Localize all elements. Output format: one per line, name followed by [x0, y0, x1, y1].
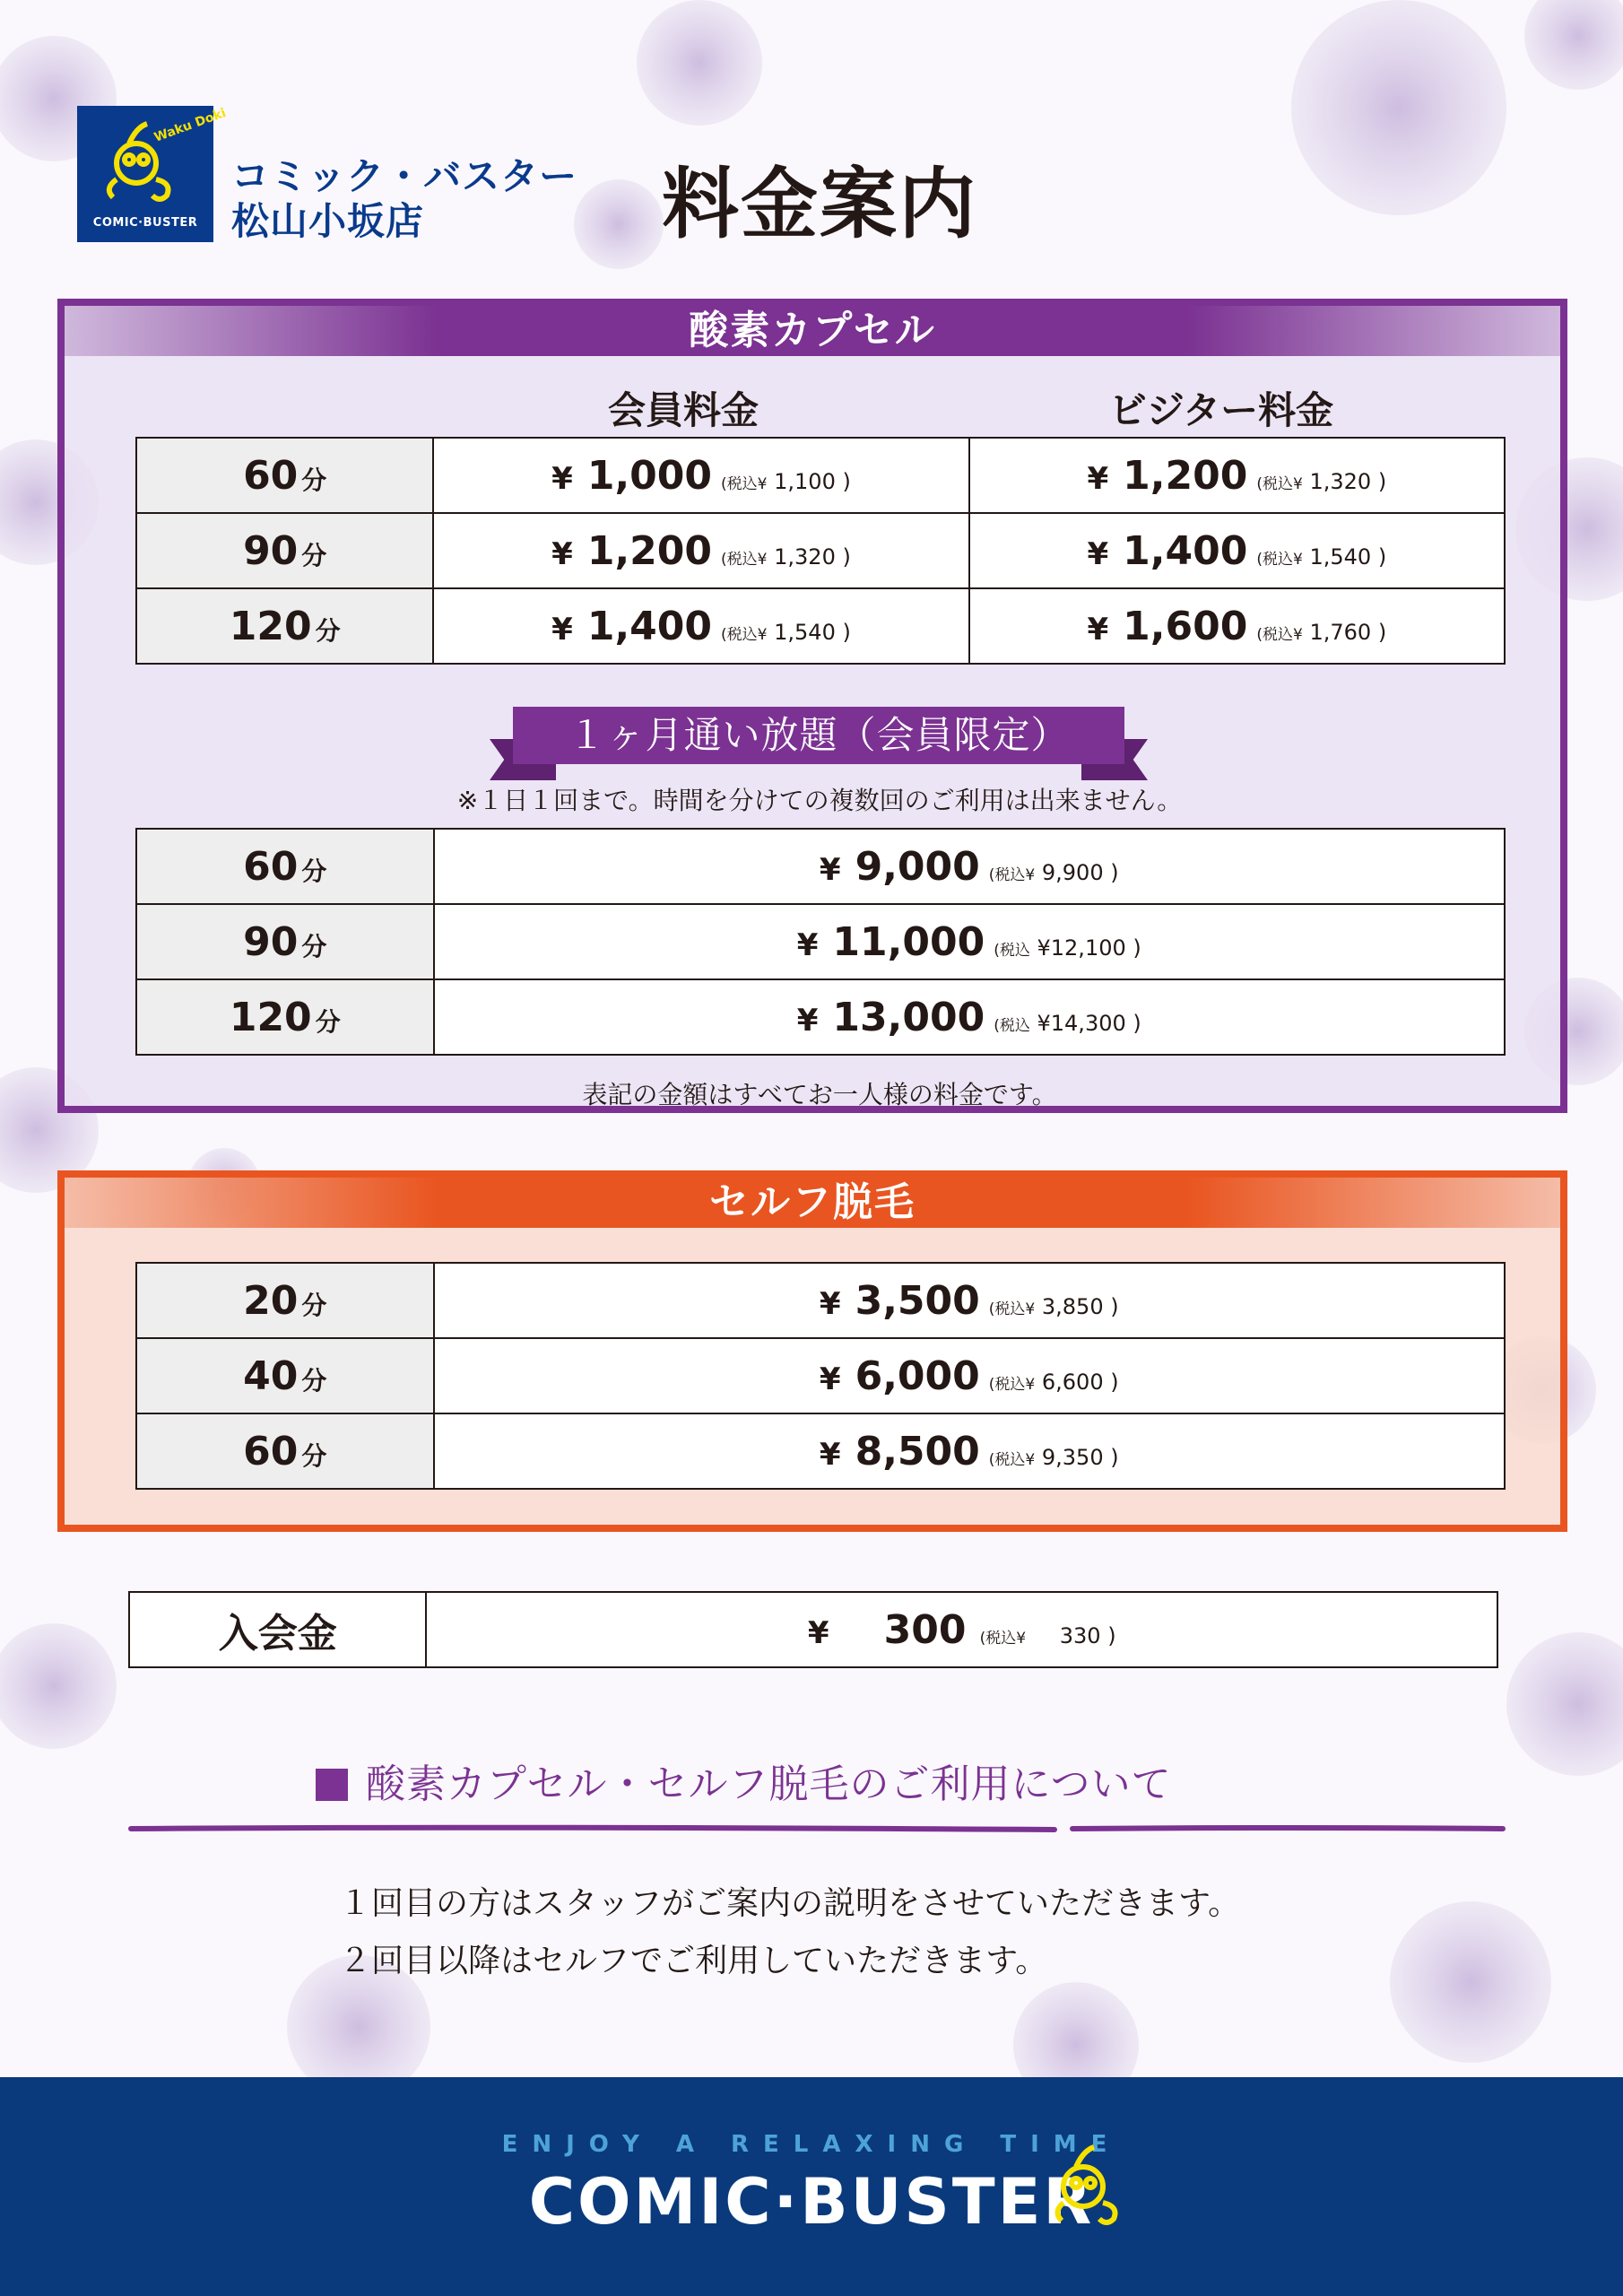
hair-duration [136, 1338, 434, 1413]
tax-close: ) [842, 619, 851, 645]
membership-fee-table [128, 1591, 1498, 1668]
hair-price-cell [434, 1338, 1505, 1413]
tax-included-price [989, 860, 1119, 885]
tax-included-price [989, 1370, 1119, 1395]
price-amount: 13,000 [832, 994, 985, 1040]
duration-value: 90 [243, 527, 299, 574]
visitor-price-cell [969, 438, 1505, 513]
shop-name-line1: コミック・バスター [231, 154, 578, 198]
duration-value: 90 [243, 918, 299, 965]
tax-yen: ¥ [1292, 625, 1303, 644]
tax-value: 1,540 [774, 619, 836, 645]
tax-value: ¥12,100 [1037, 935, 1126, 961]
yen-sign: ¥ [819, 1285, 841, 1322]
yen-sign: ¥ [551, 460, 573, 497]
price-amount: 3,500 [855, 1277, 980, 1324]
tax-yen: ¥ [757, 474, 768, 493]
tax-value: 1,100 [774, 468, 836, 494]
yen-sign: ¥ [1087, 535, 1109, 572]
usage-info-title: 酸素カプセル・セルフ脱毛のご利用について [366, 1761, 1172, 1807]
yen-sign: ¥ [1087, 460, 1109, 497]
hair-price-row [136, 1338, 1505, 1413]
usage-info-line1: １回目の方はスタッフがご案内の説明をさせていただきます。 [339, 1885, 1241, 1922]
tax-value: 1,320 [1309, 468, 1372, 494]
tax-included-price [1256, 544, 1386, 570]
tax-value: 9,900 [1041, 859, 1104, 885]
mascot-icon [77, 106, 229, 210]
yen-sign: ¥ [819, 851, 841, 888]
tax-label: (税込 [988, 1300, 1026, 1318]
oxygen-duration [136, 513, 433, 588]
duration-unit: 分 [301, 1440, 327, 1471]
tax-close: ) [842, 544, 851, 570]
tax-value: 1,320 [774, 544, 836, 570]
oxygen-price-row [136, 588, 1505, 664]
duration-value: 60 [243, 1428, 299, 1474]
usage-info-line2: ２回目以降はセルフでご利用していただきます。 [339, 1943, 1048, 1979]
duration-unit: 分 [301, 931, 327, 961]
member-price-heading: 会員料金 [607, 388, 759, 432]
tax-label: (税込 [1256, 625, 1293, 644]
monthly-price-row [136, 904, 1505, 979]
footer-brand: COMIC·BUSTER [528, 2165, 1095, 2239]
oxygen-duration [136, 438, 433, 513]
price-amount: 1,200 [586, 527, 713, 574]
tax-yen: ¥ [757, 625, 768, 644]
tax-value: 6,600 [1041, 1369, 1104, 1395]
tax-value: 1,540 [1309, 544, 1372, 570]
price-amount: 6,000 [855, 1352, 980, 1399]
page-title: 料金案内 [662, 160, 977, 249]
monthly-duration [136, 904, 434, 979]
price-amount: 1,600 [1123, 603, 1248, 649]
hair-price-cell [434, 1263, 1505, 1338]
tax-included-price [994, 1011, 1141, 1036]
visitor-price-cell [969, 588, 1505, 664]
tax-included-price [989, 1294, 1119, 1319]
tax-label: (税込 [721, 550, 758, 569]
tax-close: ) [1110, 1293, 1119, 1319]
oxygen-duration [136, 588, 433, 664]
usage-info-heading [316, 1760, 1172, 1810]
monthly-duration [136, 979, 434, 1055]
hair-duration [136, 1263, 434, 1338]
membership-fee-amount: 300 [883, 1606, 967, 1653]
price-amount: 8,500 [855, 1428, 980, 1474]
yen-sign: ¥ [819, 1361, 841, 1397]
self-hair-removal-section [57, 1170, 1567, 1532]
tax-label: (税込 [721, 625, 758, 644]
tax-close: ) [1133, 1010, 1141, 1036]
duration-value: 20 [243, 1277, 299, 1324]
hair-price-row [136, 1263, 1505, 1338]
price-amount: 1,000 [586, 452, 713, 499]
hair-price-cell [434, 1413, 1505, 1489]
tax-value: 9,350 [1041, 1444, 1104, 1470]
price-amount: 1,200 [1123, 452, 1248, 499]
monthly-note: ※１日１回まで。時間を分けての複数回のご利用は出来ません。 [456, 786, 1183, 815]
tax-included-price [721, 469, 851, 494]
tax-close: ) [842, 468, 851, 494]
price-amount: 1,400 [1123, 527, 1248, 574]
shop-name-line2: 松山小坂店 [231, 199, 425, 243]
monthly-ribbon [490, 707, 1148, 787]
footer-tagline: ENJOY A RELAXING TIME [501, 2131, 1122, 2158]
duration-unit: 分 [301, 540, 327, 570]
member-price-cell [433, 513, 968, 588]
price-footnote: 表記の金額はすべてお一人様の料金です。 [582, 1080, 1057, 1109]
tax-label: (税込 [988, 865, 1026, 884]
yen-sign: ¥ [551, 535, 573, 572]
monthly-price-cell [434, 979, 1505, 1055]
oxygen-price-row [136, 513, 1505, 588]
hair-duration [136, 1413, 434, 1489]
tax-close: ) [1110, 1444, 1119, 1470]
duration-unit: 分 [301, 1365, 327, 1396]
tax-value: ¥14,300 [1037, 1010, 1126, 1036]
tax-yen: ¥ [1025, 1450, 1036, 1469]
tax-included-price [721, 544, 851, 570]
tax-yen: ¥ [757, 550, 768, 569]
tax-close: ) [1110, 859, 1119, 885]
yen-sign: ¥ [807, 1614, 829, 1651]
duration-unit: 分 [301, 465, 327, 495]
tax-close: ) [1110, 1369, 1119, 1395]
tax-value: 3,850 [1041, 1293, 1104, 1319]
price-amount: 1,400 [586, 603, 713, 649]
shop-name [231, 154, 577, 244]
tax-included-price [721, 620, 851, 645]
hair-section-title: セルフ脱毛 [65, 1178, 1560, 1228]
tax-yen: ¥ [1025, 865, 1036, 884]
logo-caption: COMIC·BUSTER [92, 216, 198, 230]
yen-sign: ¥ [1087, 611, 1109, 648]
membership-fee-row [129, 1592, 1497, 1667]
tax-yen: ¥ [1292, 550, 1303, 569]
tax-yen: ¥ [1292, 474, 1303, 493]
membership-fee-label: 入会金 [129, 1592, 426, 1667]
tax-included-price [994, 935, 1141, 961]
tax-yen: ¥ [1025, 1300, 1036, 1318]
tax-label: (税込 [1256, 474, 1293, 493]
oxygen-price-table [135, 437, 1506, 665]
monthly-price-table [135, 828, 1506, 1056]
yen-sign: ¥ [551, 611, 573, 648]
tax-label: (税込 [994, 941, 1030, 960]
brush-underline [131, 1824, 1503, 1833]
tax-close: ) [1377, 544, 1387, 570]
tax-close: ) [1377, 468, 1387, 494]
member-price-cell [433, 438, 968, 513]
tax-label: (税込 [988, 1450, 1026, 1469]
tax-included-price [1256, 620, 1386, 645]
square-bullet-icon [316, 1769, 348, 1801]
oxygen-section-title: 酸素カプセル [65, 306, 1560, 356]
member-price-cell [433, 588, 968, 664]
monthly-price-row [136, 979, 1505, 1055]
tax-label: (税込 [988, 1375, 1026, 1394]
duration-unit: 分 [301, 856, 327, 886]
duration-value: 40 [243, 1352, 299, 1399]
duration-value: 60 [243, 843, 299, 890]
tax-label: (税込 [994, 1016, 1030, 1035]
oxygen-capsule-section [57, 299, 1567, 1113]
duration-value: 60 [243, 452, 299, 499]
membership-fee-tax: (税込¥ 330 ) [979, 1622, 1116, 1648]
yen-sign: ¥ [796, 1002, 819, 1039]
tax-included-price [989, 1445, 1119, 1470]
hair-price-table [135, 1262, 1506, 1490]
monthly-price-cell [434, 904, 1505, 979]
monthly-pass-title: １ヶ月通い放題（会員限定） [513, 707, 1124, 764]
duration-value: 120 [229, 994, 312, 1040]
monthly-duration [136, 829, 434, 904]
hair-price-row [136, 1413, 1505, 1489]
price-amount: 9,000 [855, 843, 980, 890]
visitor-price-heading: ビジター料金 [1108, 388, 1334, 432]
tax-included-price [1256, 469, 1386, 494]
monthly-price-row [136, 829, 1505, 904]
mascot-text: Waku Doki [152, 106, 229, 145]
footer-mascot-icon [1040, 2133, 1139, 2240]
tax-close: ) [1133, 935, 1141, 961]
yen-sign: ¥ [819, 1436, 841, 1473]
tax-label: (税込 [721, 474, 758, 493]
membership-fee-value [426, 1592, 1497, 1667]
tax-label: (税込 [1256, 550, 1293, 569]
tax-value: 1,760 [1309, 619, 1372, 645]
visitor-price-cell [969, 513, 1505, 588]
duration-unit: 分 [315, 615, 341, 646]
comic-buster-logo [77, 106, 229, 242]
tax-yen: ¥ [1025, 1375, 1036, 1394]
monthly-price-cell [434, 829, 1505, 904]
price-amount: 11,000 [832, 918, 985, 965]
duration-unit: 分 [301, 1290, 327, 1320]
oxygen-price-row [136, 438, 1505, 513]
footer [0, 2077, 1623, 2296]
yen-sign: ¥ [796, 926, 819, 963]
tax-close: ) [1377, 619, 1387, 645]
duration-value: 120 [229, 603, 312, 649]
duration-unit: 分 [315, 1006, 341, 1037]
